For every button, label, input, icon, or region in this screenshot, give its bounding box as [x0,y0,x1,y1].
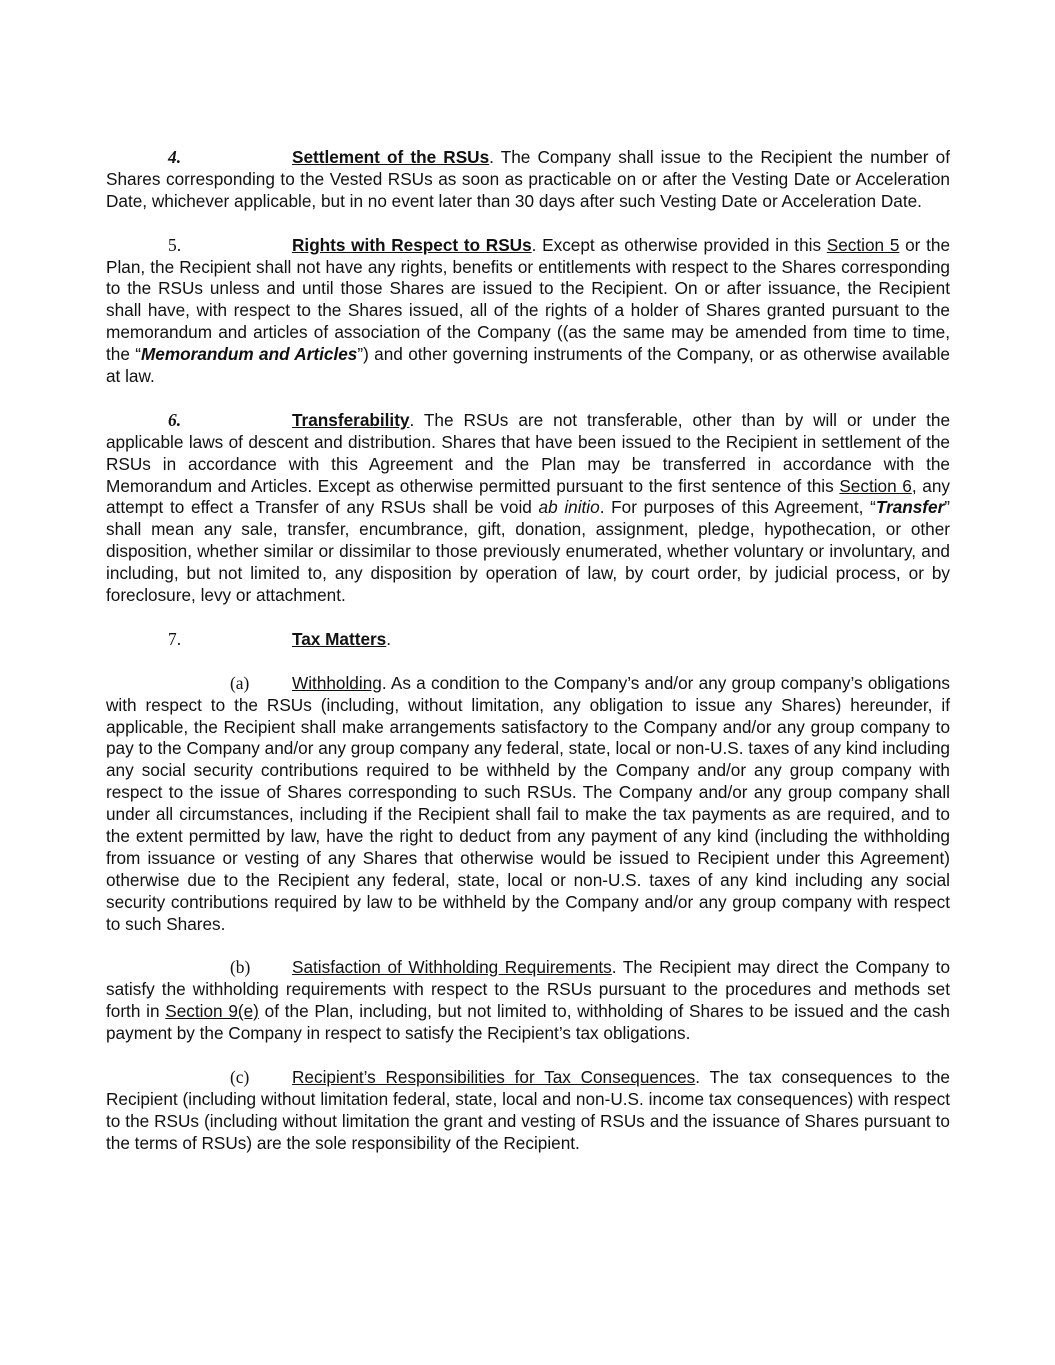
subsection-body: The Recipient may direct the Company to satisfy the withholding requirements with respect to the RSUs pursuant to the procedures and methods set forth in [106,957,950,1022]
section-body: The Company shall issue to the Recipient the number of Shares corresponding to the Vested RSUs as soon as practicable on or after the Vesting Date or Acceleration Date, whichever applicable, but in no event later than 30 days after such Vesting Date or Acceleration Date. [106,147,951,211]
section-heading: Transferability [292,409,410,430]
subsection-7a [106,673,950,936]
section-body: The RSUs are not transferable, other than by will or under the applicable laws of descent and distribution. Shares that have been issued to the Recipient in settlement of the RSUs in accordance with this Agreement and the Plan may be transferred in accordance with the Memorandum and Articles. Except as otherwise permitted pursuant to the first sentence of this [106,409,950,496]
defined-term: Memorandum and Articles [140,344,358,365]
section-5 [106,235,950,388]
heading-period: . [695,1066,701,1087]
section-heading: Rights with Respect to RSUs [292,234,532,255]
defined-term: Transfer [875,497,945,518]
heading-period: . [489,147,494,167]
section-body: ”) and other governing instruments of the Company, or as otherwise available at law. [106,344,950,387]
section-reference: Section 9(e) [165,1001,259,1022]
section-body: . For purposes of this Agreement, “ [599,497,876,518]
section-body: , any attempt to effect a Transfer of any RSUs shall be void [106,475,950,518]
section-number: 7. [168,628,182,649]
section-body: Except as otherwise provided in this [536,234,827,255]
latin-term: ab initio [538,497,600,518]
heading-period: . [531,234,537,255]
heading-period: . [381,672,387,693]
section-body: ” shall mean any sale, transfer, encumbrance, gift, donation, assignment, pledge, hypothecation, or other disposition, whether similar or dissimilar to those previously enumerated, whether voluntary or involuntary, and including, but not limited to, any disposition by operation of law, by court order, by judicial process, or by foreclosure, levy or attachment. [106,497,951,606]
section-heading: Settlement of the RSUs [292,147,490,167]
subsection-7c [106,1067,950,1155]
section-number: 6. [168,409,182,430]
subsection-body: The tax consequences to the Recipient (including without limitation federal, state, local and non-U.S. income tax consequences) with respect to the RSUs (including without limitation the grant and vesting of RSUs and the issuance of Shares pursuant to the terms of RSUs) are the sole responsibility of the Recipient. [106,1066,950,1153]
subsection-heading: Satisfaction of Withholding Requirements [292,957,612,978]
section-4 [106,147,950,213]
section-heading: Tax Matters [292,628,387,649]
document-page [106,147,950,1176]
heading-period: . [409,409,415,430]
section-7 [106,629,950,651]
subsection-label: (a) [230,672,250,693]
subsection-label: (c) [230,1066,250,1087]
section-number: 4. [168,147,182,167]
section-6 [106,410,950,607]
section-body: or the Plan, the Recipient shall not have any rights, benefits or entitlements with respect to the Shares corresponding to the RSUs unless and until those Shares are issued to the Recipient. On or after issuance, the Recipient shall have, with respect to the Shares issued, all of the rights of a holder of Shares granted pursuant to the memorandum and articles of association of the Company ((as the same may be amended from time to time, the “ [106,234,951,365]
section-reference: Section 5 [826,234,900,255]
section-number: 5. [168,234,182,255]
heading-period: . [386,628,392,649]
section-reference: Section 6 [839,475,912,496]
subsection-body: of the Plan, including, but not limited to, withholding of Shares to be issued and the cash payment by the Company in respect to satisfy the Recipient’s tax obligations. [106,1001,950,1044]
subsection-body: As a condition to the Company’s and/or any group company’s obligations with respect to the RSUs (including, without limitation, any obligation to issue any Shares) hereunder, if applicable, the Recipient shall make arrangements satisfactory to the Company and/or any group company to pay to the Company and/or any group company any federal, state, local or non-U.S. taxes of any kind including any social security contributions required to be withheld by the Company and/or any group company with respect to the issue of Shares corresponding to such RSUs. The Company and/or any group company shall under all circumstances, including if the Recipient shall fail to make the tax payments as are required, and to the extent permitted by law, have the right to deduct from any payment of any kind (including the withholding from issuance or vesting of any Shares that otherwise would be issued to Recipient under this Agreement) otherwise due to the Recipient any federal, state, local or non-U.S. taxes of any kind including any social security contributions required by law to be withheld by the Company and/or any group company with respect to such Shares. [106,672,950,934]
subsection-heading: Recipient’s Responsibilities for Tax Consequences [292,1066,696,1087]
subsection-heading: Withholding [292,672,382,693]
subsection-7b [106,957,950,1045]
heading-period: . [611,957,617,978]
subsection-label: (b) [230,957,251,978]
